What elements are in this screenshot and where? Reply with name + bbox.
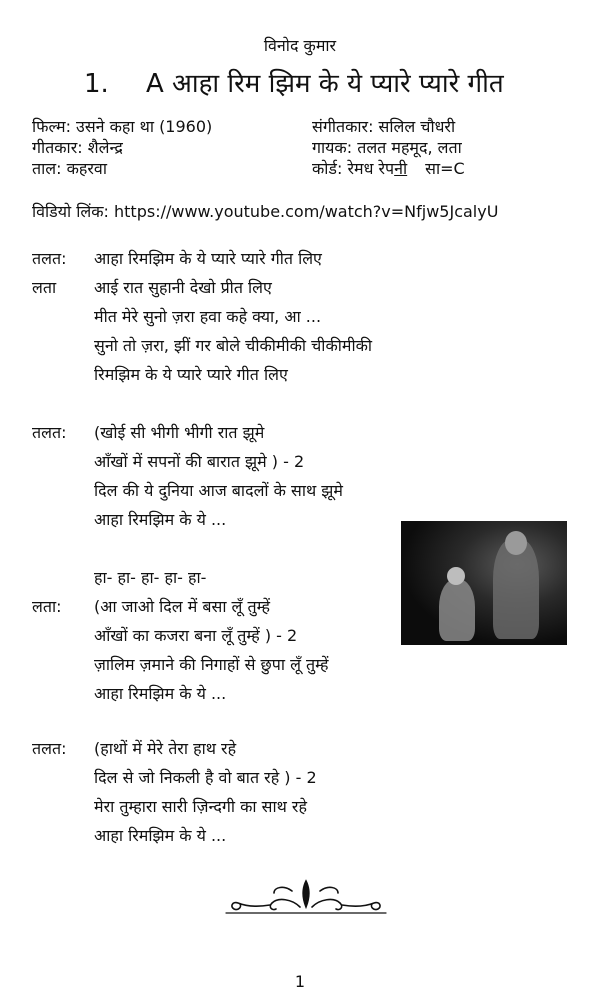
speaker-label [32,505,94,534]
lyric-line: सुनो तो ज़रा, झीं गर बोले चीकीमीकी चीकीमीकी [94,336,373,355]
speaker-label: लता: [32,597,62,616]
figure-woman [439,579,475,641]
speaker-label [32,360,94,389]
speaker-label [32,821,94,850]
lyric-line: आँखों में सपनों की बारात झूमे ) - 2 [94,452,305,471]
speaker-label [32,763,94,792]
lyric-line: (हाथों में मेरे तेरा हाथ रहे [94,739,237,758]
speaker-label [32,331,94,360]
lyric-line: मीत मेरे सुनो ज़रा हवा कहे क्या, आ ... [94,307,322,326]
figure-woman-head [447,567,465,585]
lyric-line: रिमझिम के ये प्यारे प्यारे गीत लिए [94,365,288,384]
lyric-line: (खोई सी भीगी भीगी रात झूमे [94,423,265,442]
stanza-4 [32,734,317,850]
lyric-line: आहा रिमझिम के ये ... [94,510,227,529]
speaker-label: तलत: [32,423,67,442]
composer-info: संगीतकार: सलिल चौधरी [312,117,456,136]
lyric-line: मेरा तुम्हारा सारी ज़िन्दगी का साथ रहे [94,797,307,816]
speaker-label [32,302,94,331]
speaker-label: तलत: [32,249,67,268]
stanza-1 [32,244,372,389]
speaker-label: लता [32,278,57,297]
film-info: फिल्म: उसने कहा था (1960) [32,117,213,136]
speaker-label [32,650,94,679]
speaker-label [32,792,94,821]
stanza-2 [32,418,343,534]
lyric-line: दिल की ये दुनिया आज बादलों के साथ झूमे [94,481,343,500]
lyric-line: हा- हा- हा- हा- हा- [94,568,207,587]
page-number: 1 [294,972,306,991]
song-number: 1. [84,69,109,99]
lyric-line: ज़ालिम ज़माने की निगाहों से छुपा लूँ तुम्हें [94,655,329,674]
sa-info: सा=C [425,159,465,178]
figure-man-head [505,531,527,555]
song-title [84,64,504,100]
film-still-photo [401,521,567,645]
speaker-label [32,447,94,476]
lyric-line: दिल से जो निकली है वो बात रहे ) - 2 [94,768,317,787]
lyric-line: आहा रिमझिम के ये प्यारे प्यारे गीत लिए [94,249,322,268]
speaker-label: तलत: [32,739,67,758]
taal-info: ताल: कहरवा [32,159,107,178]
speaker-label [32,679,94,708]
lyric-line: आई रात सुहानी देखो प्रीत लिए [94,278,272,297]
chord-info [312,158,465,179]
stanza-3 [32,563,328,708]
ornament-divider-icon [222,877,390,917]
author-name: विनोद कुमार [263,36,337,55]
lyric-line: आँखों का कजरा बना लूँ तुम्हें ) - 2 [94,626,298,645]
speaker-label [32,563,94,592]
song-meta [32,116,572,179]
song-title-text: A आहा रिम झिम के ये प्यारे प्यारे गीत [146,69,504,99]
lyric-line: (आ जाओ दिल में बसा लूँ तुम्हें [94,597,270,616]
lyric-line: आहा रिमझिम के ये ... [94,684,227,703]
speaker-label [32,621,94,650]
video-link[interactable]: विडियो लिंक: https://www.youtube.com/watch?v=Nfjw5JcalyU [32,202,499,221]
lyric-line: आहा रिमझिम के ये ... [94,826,227,845]
chord-prefix: कोर्ड: रेमध रेप [312,159,395,178]
chord-underlined: नी [394,159,408,178]
speaker-label [32,476,94,505]
singers-info: गायक: तलत महमूद, लता [312,138,462,157]
lyricist-info: गीतकार: शैलेन्द्र [32,138,123,157]
